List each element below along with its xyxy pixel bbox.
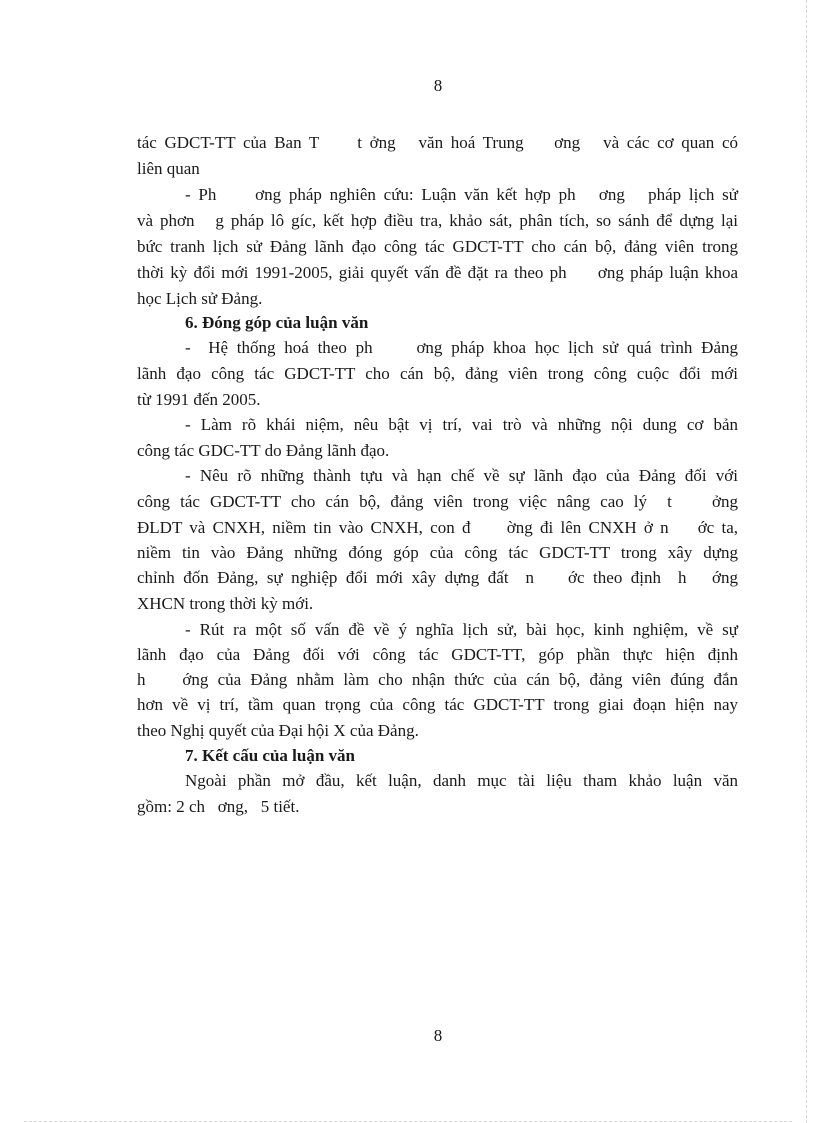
text-line: bức tranh lịch sử Đảng lãnh đạo công tác GDCT-TT cho cán bộ, đảng viên trong: [137, 237, 738, 256]
text-line: lãnh đạo của Đảng đối với công tác GDCT-TT, góp phần thực hiện định: [137, 645, 738, 664]
page-number-top: 8: [433, 76, 443, 95]
text-line: học Lịch sử Đảng.: [137, 289, 263, 308]
text-line: lãnh đạo công tác GDCT-TT cho cán bộ, đảng viên trong công cuộc đổi mới: [137, 364, 738, 383]
text-line: chỉnh đốn Đảng, sự nghiệp đổi mới xây dựng đất n ớc theo định h ớng: [137, 568, 738, 587]
text-line: công tác GDCT-TT cho cán bộ, đảng viên trong việc nâng cao lý t ởng: [137, 492, 738, 511]
text-line: - Ph ơng pháp nghiên cứu: Luận văn kết hợp ph ơng pháp lịch sử: [185, 185, 738, 204]
text-line: - Rút ra một số vấn đề về ý nghĩa lịch sử, bài học, kinh nghiệm, về sự: [185, 620, 738, 639]
section-heading-7: 7. Kết cấu của luận văn: [185, 746, 356, 765]
text-line: ĐLDT và CNXH, niềm tin vào CNXH, con đ ờng đi lên CNXH ở n ớc ta,: [137, 518, 738, 537]
text-line: tác GDCT-TT của Ban T t ởng văn hoá Trung ơng và các cơ quan có: [137, 133, 738, 152]
text-line: h ớng của Đảng nhằm làm cho nhận thức của cán bộ, đảng viên đúng đắn: [137, 670, 738, 689]
text-line: liên quan: [137, 159, 200, 178]
text-line: XHCN trong thời kỳ mới.: [137, 594, 314, 613]
text-line: niềm tin vào Đảng những đóng góp của công tác GDCT-TT trong xây dựng: [137, 543, 738, 562]
text-line: và phơn g pháp lô gíc, kết hợp điều tra, khảo sát, phân tích, so sánh để dựng lại: [137, 211, 738, 230]
page-number-bottom: 8: [433, 1026, 443, 1045]
text-line: công tác GDC-TT do Đảng lãnh đạo.: [137, 441, 390, 460]
text-line: theo Nghị quyết của Đại hội X của Đảng.: [137, 721, 419, 740]
text-line: gồm: 2 ch ơng, 5 tiết.: [137, 797, 300, 816]
text-line: hơn về vị trí, tầm quan trọng của công tác GDCT-TT trong giai đoạn hiện nay: [137, 695, 738, 714]
text-line: thời kỳ đổi mới 1991-2005, giải quyết vấn đề đặt ra theo ph ơng pháp luận khoa: [137, 263, 738, 282]
page-right-divider: [806, 0, 807, 1123]
text-line: từ 1991 đến 2005.: [137, 390, 261, 409]
text-line: Ngoài phần mở đầu, kết luận, danh mục tài liệu tham khảo luận văn: [185, 771, 738, 790]
section-heading-6: 6. Đóng góp của luận văn: [185, 313, 369, 332]
text-line: - Làm rõ khái niệm, nêu bật vị trí, vai trò và những nội dung cơ bản: [185, 415, 738, 434]
text-line: - Hệ thống hoá theo ph ơng pháp khoa học lịch sử quá trình Đảng: [185, 338, 738, 357]
text-line: - Nêu rõ những thành tựu và hạn chế về sự lãnh đạo của Đảng đối với: [185, 466, 738, 485]
page-bottom-divider: [24, 1121, 792, 1122]
